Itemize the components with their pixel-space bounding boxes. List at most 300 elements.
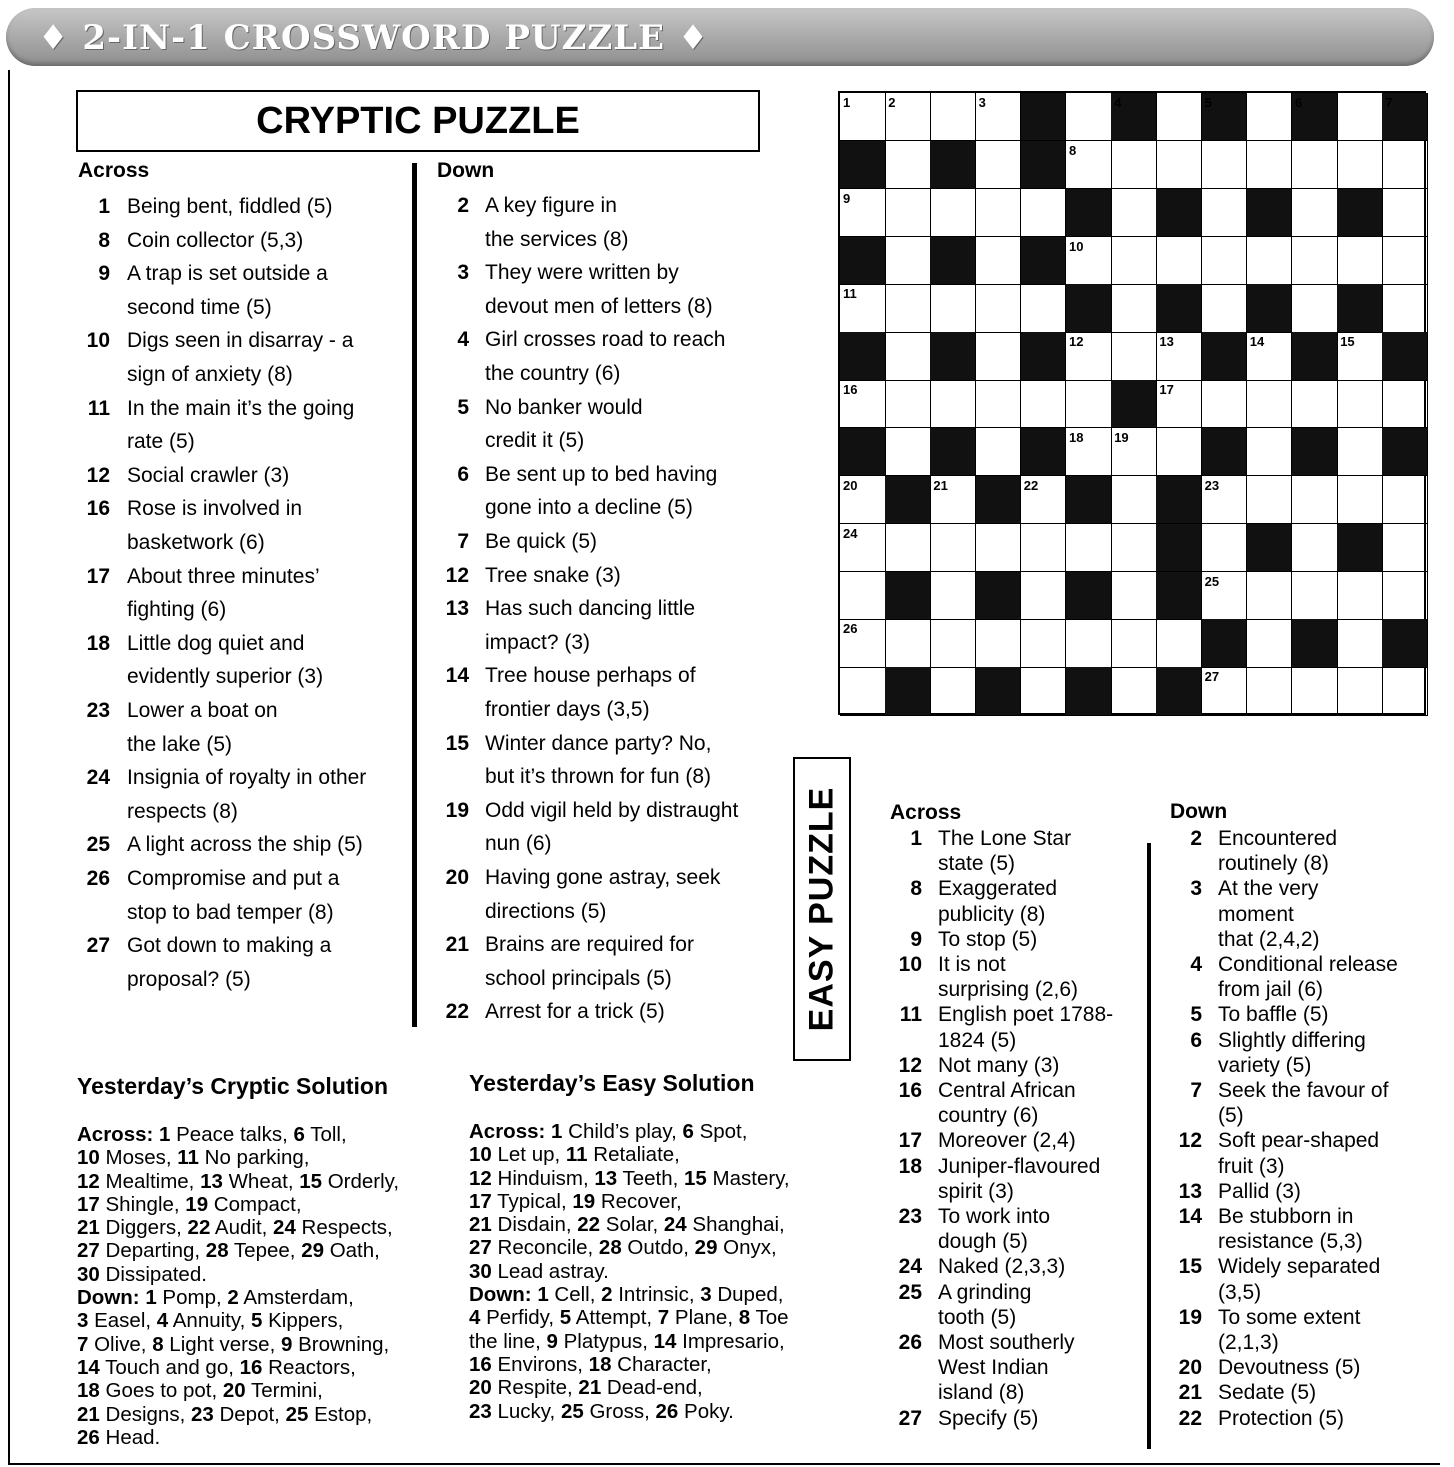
- clue-item: [82, 459, 289, 493]
- clue-number: 9: [910, 927, 922, 951]
- clue-text-line: Pallid (3): [1218, 1179, 1301, 1203]
- grid-cell[interactable]: [1111, 332, 1157, 380]
- grid-cell[interactable]: [1337, 572, 1383, 620]
- clue-number: 18: [86, 631, 110, 655]
- grid-cell[interactable]: [885, 237, 931, 285]
- grid-cell[interactable]: [1021, 619, 1067, 667]
- grid-cell[interactable]: [1247, 572, 1293, 620]
- grid-cell-black: [1156, 524, 1202, 572]
- grid-number: 13: [1159, 334, 1174, 350]
- grid-number: 1: [843, 95, 851, 110]
- clue-number: 21: [445, 933, 469, 957]
- grid-cell[interactable]: [1382, 524, 1428, 572]
- grid-cell[interactable]: [1292, 524, 1338, 572]
- clue-number: 16: [898, 1079, 922, 1102]
- grid-cell[interactable]: [1111, 476, 1157, 524]
- grid-cell-black: [1247, 189, 1293, 237]
- grid-cell[interactable]: [1247, 619, 1293, 667]
- grid-number: 16: [843, 382, 858, 398]
- grid-number: 20: [843, 477, 858, 493]
- grid-cell-black: [976, 476, 1022, 524]
- solution-line: 23 Lucky, 25 Gross, 26 Poky.: [469, 1399, 734, 1423]
- clue-item: [1175, 1002, 1329, 1027]
- clue-text-line: Tree snake (3): [485, 563, 621, 587]
- clue-item: [441, 458, 717, 525]
- grid-cell[interactable]: [976, 380, 1022, 428]
- grid-cell[interactable]: [976, 93, 1022, 141]
- grid-cell[interactable]: [885, 189, 931, 237]
- grid-number: 8: [1069, 142, 1077, 158]
- clue-item: [1175, 1380, 1316, 1405]
- cryptic-down-heading: Down: [437, 159, 495, 182]
- grid-cell[interactable]: [1156, 141, 1202, 189]
- clue-text-line: West Indian: [938, 1356, 1049, 1380]
- clue-number: 21: [1178, 1381, 1202, 1405]
- grid-cell[interactable]: [1111, 428, 1157, 476]
- solution-line: Across: 1 Child’s play, 6 Spot,: [469, 1120, 748, 1143]
- clue-number: 7: [1190, 1079, 1202, 1102]
- clue-number: 26: [86, 867, 110, 890]
- clue-text-line: the country (6): [485, 361, 621, 385]
- grid-cell[interactable]: [885, 524, 931, 572]
- clue-number: 23: [898, 1205, 922, 1228]
- solution-line: Down: 1 Pomp, 2 Amsterdam,: [77, 1286, 354, 1310]
- clue-item: [895, 1254, 1065, 1279]
- clue-text-line: Social crawler (3): [127, 463, 290, 487]
- grid-cell[interactable]: [1247, 667, 1293, 715]
- clue-text-line: Be sent up to bed having: [485, 462, 718, 486]
- clue-number: 15: [1178, 1255, 1202, 1279]
- grid-cell[interactable]: [840, 93, 886, 141]
- grid-cell[interactable]: [840, 524, 886, 572]
- grid-cell-black: [930, 428, 976, 476]
- grid-cell[interactable]: [1202, 189, 1248, 237]
- banner-title: ♦ 2-IN-1 CROSSWORD PUZZLE ♦: [38, 18, 710, 58]
- grid-cell[interactable]: [930, 619, 976, 667]
- grid-cell[interactable]: [1337, 428, 1383, 476]
- solution-line: 10 Let up, 11 Retaliate,: [469, 1143, 680, 1167]
- clue-number: 8: [98, 228, 110, 252]
- clue-text-line: Devoutness (5): [1218, 1356, 1361, 1380]
- grid-cell[interactable]: [930, 476, 976, 524]
- grid-cell[interactable]: [1382, 237, 1428, 285]
- solution-line: 21 Disdain, 22 Solar, 24 Shanghai,: [469, 1213, 785, 1237]
- easy-across-heading: Across: [890, 801, 962, 824]
- grid-cell[interactable]: [1202, 380, 1248, 428]
- clue-number: 24: [86, 766, 110, 790]
- grid-cell[interactable]: [1111, 667, 1157, 715]
- clue-text-line: Being bent, fiddled (5): [127, 195, 333, 218]
- clue-number: 20: [445, 866, 469, 889]
- grid-cell[interactable]: [1156, 428, 1202, 476]
- clue-text-line: A grinding: [938, 1280, 1032, 1304]
- clue-text-line: rate (5): [127, 430, 195, 454]
- grid-cell-black: [1382, 619, 1428, 667]
- grid-cell-black: [1156, 189, 1202, 237]
- clue-item: [895, 1280, 1031, 1330]
- clue-number: 6: [457, 462, 469, 486]
- clue-text-line: frontier days (3,5): [485, 697, 650, 721]
- grid-cell[interactable]: [1021, 524, 1067, 572]
- clue-number: 14: [445, 664, 469, 688]
- grid-cell[interactable]: [1066, 93, 1112, 141]
- clue-text-line: Tree house perhaps of: [485, 664, 696, 688]
- clue-number: 17: [86, 564, 110, 588]
- grid-cell[interactable]: [1111, 572, 1157, 620]
- grid-cell[interactable]: [885, 428, 931, 476]
- clue-text-line: Not many (3): [938, 1053, 1060, 1077]
- clue-text-line: Widely separated: [1218, 1255, 1381, 1279]
- grid-cell[interactable]: [1247, 237, 1293, 285]
- cryptic-title: CRYPTIC PUZZLE: [76, 90, 760, 152]
- clue-text-line: Central African: [938, 1079, 1076, 1102]
- clue-text-line: evidently superior (3): [127, 665, 324, 689]
- grid-cell-black: [840, 237, 886, 285]
- clue-text-line: (2,1,3): [1218, 1331, 1279, 1354]
- grid-cell[interactable]: [1337, 332, 1383, 380]
- grid-cell[interactable]: [1021, 284, 1067, 332]
- clue-text-line: Rose is involved in: [127, 497, 303, 521]
- clue-text-line: Odd vigil held by distraught: [485, 798, 739, 822]
- clue-item: [895, 826, 1071, 876]
- grid-cell[interactable]: [976, 524, 1022, 572]
- clue-text-line: that (2,4,2): [1218, 927, 1320, 951]
- grid-cell[interactable]: [1247, 332, 1293, 380]
- clue-text-line: dough (5): [938, 1230, 1028, 1254]
- grid-cell[interactable]: [840, 189, 886, 237]
- solution-line: 30 Lead astray.: [469, 1259, 609, 1283]
- clue-number: 1: [910, 827, 922, 850]
- clue-text-line: proposal? (5): [127, 967, 251, 991]
- clue-item: [1175, 952, 1398, 1002]
- grid-number: 15: [1340, 334, 1355, 350]
- grid-cell-black: [1382, 93, 1428, 141]
- grid-cell[interactable]: [1156, 332, 1202, 380]
- solution-line: 27 Reconcile, 28 Outdo, 29 Onyx,: [469, 1236, 777, 1260]
- clue-item: [441, 189, 629, 256]
- clue-number: 3: [457, 261, 469, 285]
- clue-text-line: Digs seen in disarray - a: [127, 329, 354, 353]
- grid-cell-black: [1156, 572, 1202, 620]
- grid-cell[interactable]: [930, 667, 976, 715]
- clue-item: [82, 190, 332, 224]
- grid-cell[interactable]: [1292, 284, 1338, 332]
- grid-cell[interactable]: [1247, 428, 1293, 476]
- grid-cell[interactable]: [1292, 667, 1338, 715]
- clue-number: 9: [98, 262, 110, 286]
- clue-text-line: variety (5): [1218, 1053, 1312, 1077]
- grid-cell-black: [1202, 332, 1248, 380]
- grid-cell[interactable]: [1202, 476, 1248, 524]
- grid-cell[interactable]: [1066, 237, 1112, 285]
- clue-text-line: Brains are required for: [485, 933, 694, 957]
- grid-cell[interactable]: [1202, 572, 1248, 620]
- clue-item: [441, 323, 725, 390]
- grid-cell[interactable]: [930, 380, 976, 428]
- grid-cell[interactable]: [1337, 237, 1383, 285]
- clue-text-line: the lake (5): [127, 732, 233, 756]
- clue-number: 12: [445, 563, 469, 587]
- grid-cell-black: [1021, 428, 1067, 476]
- grid-cell-black: [1066, 476, 1112, 524]
- clue-text-line: Moreover (2,4): [938, 1129, 1076, 1153]
- grid-cell[interactable]: [1382, 189, 1428, 237]
- clue-text-line: Seek the favour of: [1218, 1079, 1389, 1102]
- clue-text-line: 1824 (5): [938, 1028, 1017, 1052]
- grid-cell[interactable]: [1247, 141, 1293, 189]
- clue-item: [895, 876, 1057, 926]
- clue-text-line: A trap is set outside a: [127, 262, 328, 286]
- grid-cell[interactable]: [1066, 332, 1112, 380]
- clue-number: 15: [445, 731, 469, 755]
- clue-text-line: No banker would: [485, 395, 643, 419]
- grid-number: 11: [843, 286, 857, 302]
- clue-item: [895, 1078, 1076, 1128]
- grid-cell[interactable]: [1292, 237, 1338, 285]
- grid-cell[interactable]: [1021, 572, 1067, 620]
- grid-cell[interactable]: [840, 476, 886, 524]
- grid-cell[interactable]: [1111, 237, 1157, 285]
- grid-number: 17: [1159, 382, 1174, 398]
- grid-cell[interactable]: [1111, 284, 1157, 332]
- clue-text-line: It is not: [938, 953, 1006, 976]
- grid-cell[interactable]: [930, 189, 976, 237]
- grid-cell[interactable]: [1202, 237, 1248, 285]
- grid-cell-black: [1292, 619, 1338, 667]
- grid-cell[interactable]: [885, 93, 931, 141]
- grid-cell-black: [1247, 524, 1293, 572]
- solution-line: 10 Moses, 11 No parking,: [77, 1146, 310, 1170]
- clue-text-line: Most southerly: [938, 1331, 1075, 1354]
- clue-text-line: Having gone astray, seek: [485, 866, 721, 889]
- grid-cell-black: [1337, 524, 1383, 572]
- clue-text-line: Naked (2,3,3): [938, 1255, 1066, 1279]
- clue-text-line: They were written by: [485, 261, 679, 285]
- grid-cell[interactable]: [1382, 380, 1428, 428]
- grid-cell[interactable]: [1111, 189, 1157, 237]
- grid-cell[interactable]: [1337, 380, 1383, 428]
- grid-cell[interactable]: [1292, 141, 1338, 189]
- grid-cell[interactable]: [976, 237, 1022, 285]
- clue-item: [1175, 1078, 1388, 1128]
- grid-cell[interactable]: [1202, 667, 1248, 715]
- clue-number: 22: [445, 1000, 469, 1024]
- clue-text-line: Has such dancing little: [485, 597, 696, 621]
- grid-cell[interactable]: [976, 332, 1022, 380]
- grid-cell[interactable]: [1292, 572, 1338, 620]
- clue-text-line: moment: [1218, 902, 1294, 926]
- clue-number: 12: [1178, 1129, 1202, 1153]
- clue-text-line: Lower a boat on: [127, 699, 278, 722]
- grid-cell[interactable]: [1066, 524, 1112, 572]
- grid-cell[interactable]: [1111, 141, 1157, 189]
- clue-item: [441, 525, 597, 559]
- grid-cell-black: [930, 332, 976, 380]
- grid-cell[interactable]: [1337, 667, 1383, 715]
- grid-number: 14: [1249, 334, 1265, 350]
- clue-item: [895, 952, 1078, 1002]
- grid-cell[interactable]: [885, 141, 931, 189]
- grid-cell[interactable]: [840, 667, 886, 715]
- grid-cell[interactable]: [1247, 93, 1293, 141]
- grid-cell[interactable]: [1247, 380, 1293, 428]
- clue-item: [1175, 826, 1337, 876]
- grid-cell[interactable]: [1292, 476, 1338, 524]
- grid-number: 24: [843, 525, 858, 541]
- clue-number: 22: [1178, 1406, 1202, 1430]
- grid-cell[interactable]: [1111, 619, 1157, 667]
- clue-text-line: sign of anxiety (8): [127, 362, 293, 386]
- grid-cell[interactable]: [1021, 380, 1067, 428]
- clue-item: [441, 659, 696, 726]
- grid-cell-black: [1021, 332, 1067, 380]
- grid-cell[interactable]: [885, 332, 931, 380]
- grid-cell-black: [1156, 476, 1202, 524]
- grid-cell[interactable]: [930, 572, 976, 620]
- grid-cell[interactable]: [930, 524, 976, 572]
- grid-cell[interactable]: [1066, 428, 1112, 476]
- clue-text-line: Be stubborn in: [1218, 1205, 1354, 1228]
- grid-cell[interactable]: [1066, 619, 1112, 667]
- clue-number: 20: [1178, 1356, 1202, 1380]
- grid-cell-black: [930, 237, 976, 285]
- grid-cell[interactable]: [976, 189, 1022, 237]
- grid-cell[interactable]: [1247, 476, 1293, 524]
- grid-cell[interactable]: [976, 284, 1022, 332]
- grid-cell[interactable]: [1021, 189, 1067, 237]
- clue-text-line: devout men of letters (8): [485, 294, 713, 318]
- grid-cell[interactable]: [840, 380, 886, 428]
- solution-line: 14 Touch and go, 16 Reactors,: [77, 1355, 356, 1379]
- grid-cell[interactable]: [885, 284, 931, 332]
- clue-number: 17: [898, 1129, 922, 1153]
- grid-cell[interactable]: [840, 619, 886, 667]
- grid-cell[interactable]: [1156, 380, 1202, 428]
- grid-cell[interactable]: [885, 380, 931, 428]
- grid-cell-black: [1202, 619, 1248, 667]
- clue-text-line: respects (8): [127, 799, 238, 823]
- clue-number: 24: [898, 1255, 922, 1279]
- grid-cell-black: [1156, 284, 1202, 332]
- grid-number: 9: [843, 190, 851, 206]
- grid-cell-black: [1066, 284, 1112, 332]
- clue-item: [1175, 1179, 1301, 1204]
- clue-text-line: fighting (6): [127, 598, 227, 622]
- grid-cell[interactable]: [1066, 380, 1112, 428]
- clue-text-line: second time (5): [127, 295, 272, 319]
- clue-text-line: impact? (3): [485, 630, 591, 654]
- grid-cell[interactable]: [1337, 141, 1383, 189]
- grid-cell[interactable]: [976, 141, 1022, 189]
- grid-cell[interactable]: [1337, 93, 1383, 141]
- grid-cell[interactable]: [1156, 237, 1202, 285]
- easy-solution-text: [469, 1120, 849, 1423]
- cryptic-solution-title: Yesterday’s Cryptic Solution: [77, 1073, 389, 1099]
- grid-cell[interactable]: [885, 619, 931, 667]
- grid-cell[interactable]: [1156, 619, 1202, 667]
- clue-text-line: To some extent: [1218, 1305, 1361, 1329]
- clue-item: [82, 862, 339, 929]
- grid-number: 12: [1069, 334, 1084, 350]
- grid-cell[interactable]: [1156, 93, 1202, 141]
- clue-number: 8: [910, 877, 922, 901]
- cryptic-solution-text: [77, 1123, 457, 1449]
- grid-cell[interactable]: [1202, 524, 1248, 572]
- clue-item: [82, 627, 323, 694]
- grid-number: 27: [1204, 669, 1220, 685]
- clue-number: 11: [899, 1003, 922, 1027]
- grid-cell[interactable]: [1382, 667, 1428, 715]
- solution-line: 21 Designs, 23 Depot, 25 Estop,: [77, 1402, 373, 1426]
- clue-text-line: To work into: [938, 1205, 1051, 1228]
- grid-cell[interactable]: [1292, 380, 1338, 428]
- grid-cell[interactable]: [1382, 284, 1428, 332]
- grid-cell[interactable]: [930, 93, 976, 141]
- solution-line: 21 Diggers, 22 Audit, 24 Respects,: [77, 1216, 393, 1240]
- grid-cell[interactable]: [1066, 141, 1112, 189]
- clue-item: [441, 559, 621, 593]
- grid-number: 3: [978, 95, 986, 110]
- grid-cell[interactable]: [840, 284, 886, 332]
- grid-cell[interactable]: [930, 284, 976, 332]
- clue-item: [441, 391, 643, 458]
- clue-item: [441, 861, 720, 928]
- grid-cell[interactable]: [1337, 619, 1383, 667]
- clue-text-line: school principals (5): [485, 966, 672, 990]
- clue-item: [895, 1330, 1075, 1406]
- clue-text-line: Insignia of royalty in other: [127, 766, 367, 790]
- clue-text-line: surprising (2,6): [938, 978, 1079, 1002]
- grid-cell[interactable]: [1202, 284, 1248, 332]
- grid-cell-black: [976, 667, 1022, 715]
- clue-number: 10: [898, 953, 922, 976]
- grid-cell[interactable]: [976, 428, 1022, 476]
- clue-text-line: (3,5): [1218, 1280, 1262, 1304]
- grid-cell[interactable]: [1382, 476, 1428, 524]
- grid-cell[interactable]: [1111, 524, 1157, 572]
- grid-cell[interactable]: [1382, 141, 1428, 189]
- easy-title-box: [793, 757, 851, 1061]
- grid-cell[interactable]: [1292, 189, 1338, 237]
- grid-cell[interactable]: [976, 619, 1022, 667]
- clue-text-line: The Lone Star: [938, 827, 1072, 850]
- grid-number: 21: [933, 477, 948, 493]
- clue-item: [441, 256, 713, 323]
- clue-text-line: but it’s thrown for fun (8): [485, 765, 712, 789]
- clue-item: [82, 560, 320, 627]
- grid-cell[interactable]: [1202, 141, 1248, 189]
- grid-cell[interactable]: [840, 572, 886, 620]
- grid-cell[interactable]: [1021, 667, 1067, 715]
- grid-cell-black: [1021, 237, 1067, 285]
- grid-cell[interactable]: [1021, 476, 1067, 524]
- clue-item: [82, 392, 354, 459]
- clue-item: [441, 928, 694, 995]
- grid-cell[interactable]: [1382, 572, 1428, 620]
- easy-title: EASY PUZZLE: [802, 786, 841, 1032]
- clue-number: 27: [86, 934, 110, 958]
- grid-cell[interactable]: [1337, 476, 1383, 524]
- grid-number: 23: [1204, 477, 1220, 493]
- clue-text-line: Exaggerated: [938, 877, 1058, 901]
- grid-cell-black: [1021, 141, 1067, 189]
- clue-text-line: Juniper-flavoured: [938, 1154, 1101, 1178]
- clue-text-line: Girl crosses road to reach: [485, 328, 726, 352]
- clue-number: 25: [86, 833, 110, 857]
- clue-item: [895, 1204, 1050, 1254]
- clue-text-line: In the main it’s the going: [127, 396, 355, 420]
- clue-number: 5: [1190, 1003, 1202, 1027]
